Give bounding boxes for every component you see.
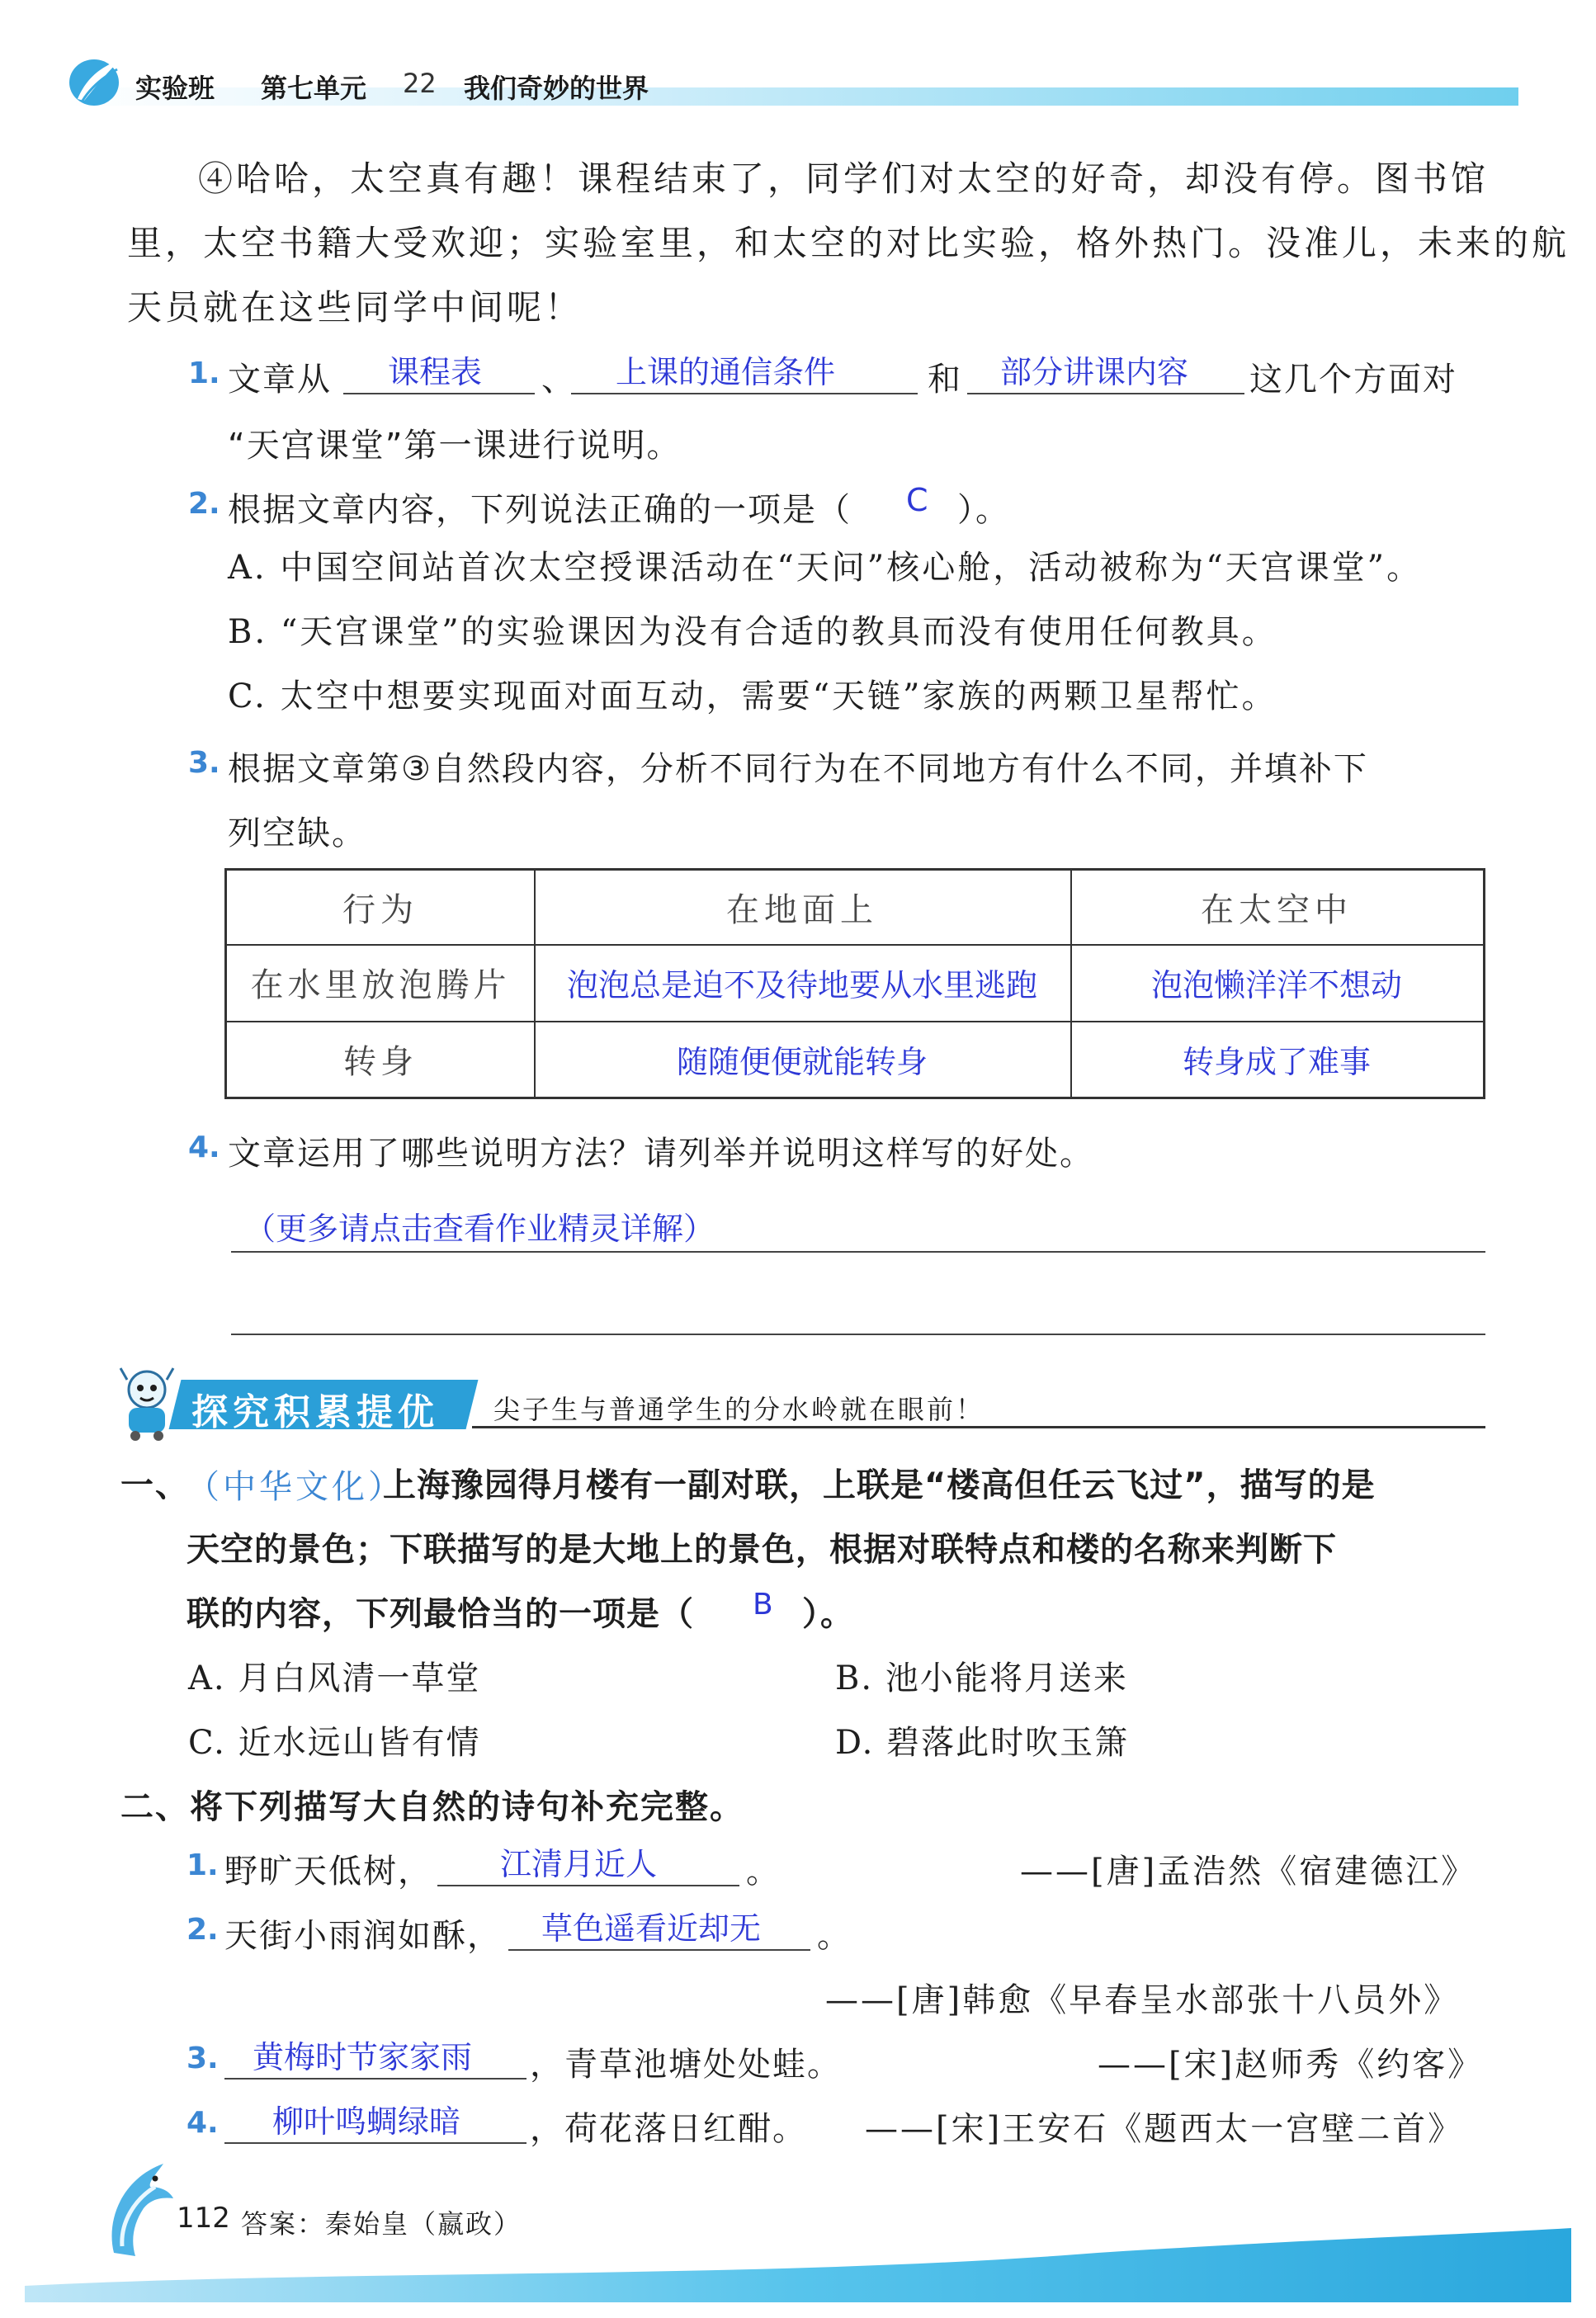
q4-answer: （更多请点击查看作业精灵详解） [244,1211,715,1247]
table-row-1-action: 在水里放泡腾片 [250,966,511,1004]
s1-option-a: A. 月白风清一草堂 [188,1659,481,1697]
q1-sep-2: 和 [928,361,962,399]
q2-close: ）。 [957,491,1010,529]
s2-item-1-suffix: 。 [746,1853,781,1891]
table-row-1-ground: 泡泡总是迫不及待地要从水里逃跑 [566,967,1037,1003]
s2-item-3-number: 3. [187,2042,219,2075]
s2-item-3-suffix: ，青草池塘处处蛙。 [530,2046,842,2084]
q1-suffix: 这几个方面对 [1249,361,1457,399]
s2-item-2-blank [508,1949,810,1951]
s2-item-1-prefix: 野旷天低树， [224,1853,432,1891]
q1-number: 1. [188,356,220,390]
q1-prefix: 文章从 [228,361,332,399]
feather-logo-icon [66,54,127,107]
q1-blank-1 [343,393,535,394]
page-number: 112 [177,2202,230,2235]
s2-item-2-suffix: 。 [817,1917,852,1955]
table-header-ground: 在地面上 [726,891,878,929]
s2-item-4-answer: 柳叶鸣蜩绿暗 [272,2103,461,2140]
table-row-1-space: 泡泡懒洋洋不想动 [1150,967,1402,1003]
table-row-2-space: 转身成了难事 [1182,1043,1371,1080]
q1-blank-2 [571,393,918,394]
s2-item-2-source: ——[唐]韩愈《早春呈水部张十八员外》 [825,1981,1460,2019]
s2-item-1-blank [437,1885,739,1886]
table-header-action: 行为 [342,891,418,929]
s2-item-4-source: ——[宋]王安石《题西太一宫壁二首》 [865,2110,1464,2148]
s1-option-d: D. 碧落此时吹玉箫 [835,1724,1130,1762]
s2-item-2-prefix: 天街小雨润如酥， [224,1917,502,1955]
s2-item-4-suffix: ，荷花落日红酣。 [530,2110,807,2148]
s2-item-4-blank [224,2142,526,2144]
s1-answer: B [753,1588,773,1622]
s1-option-b: B. 池小能将月送来 [835,1659,1128,1697]
passage-line-3: 天员就在这些同学中间呢！ [127,287,583,328]
q1-answer-3: 部分讲课内容 [1000,354,1189,390]
s1-number: 一、 [120,1466,190,1504]
s2-title: 二、将下列描写大自然的诗句补充完整。 [120,1788,744,1826]
q1-blank-3 [967,393,1244,394]
comparison-table [224,868,1485,1099]
s2-item-1-source: ——[唐]孟浩然《宿建德江》 [1020,1853,1477,1891]
s2-item-2-number: 2. [187,1913,219,1947]
header-class-name: 实验班 [135,73,215,104]
section-subtitle: 尖子生与普通学生的分水岭就在眼前！ [493,1394,985,1425]
q4-stem: 文章运用了哪些说明方法？请列举并说明这样写的好处。 [228,1135,1094,1173]
s1-close: ）。 [802,1595,855,1633]
q2-stem: 根据文章内容，下列说法正确的一项是（ [228,491,852,529]
passage-line-2: 里，太空书籍大受欢迎；实验室里，和太空的对比实验，格外热门。没准儿，未来的航 [127,223,1570,263]
q2-option-a: A. 中国空间站首次太空授课活动在“天问”核心舱，活动被称为“天宫课堂”。 [228,549,1423,587]
s1-line-3: 联的内容，下列最恰当的一项是（ [187,1595,694,1633]
s2-item-3-blank [224,2078,526,2080]
q3-number: 3. [188,746,220,780]
header-lesson-title: 我们奇妙的世界 [464,73,649,104]
s1-option-c: C. 近水远山皆有情 [188,1724,481,1762]
s2-item-1-number: 1. [187,1848,219,1882]
section-title: 探究积累提优 [191,1391,439,1433]
passage-line-1: ④哈哈，太空真有趣！课程结束了，同学们对太空的好奇，却没有停。图书馆 [198,158,1490,199]
table-row-2-action: 转身 [343,1042,418,1081]
header-unit: 第七单元 [261,73,367,104]
s2-item-4-number: 4. [187,2106,219,2140]
q2-number: 2. [188,487,220,521]
q4-answer-line-1 [231,1251,1485,1253]
q3-stem-line-2: 列空缺。 [228,814,366,852]
q1-answer-1: 课程表 [388,354,483,390]
s2-item-2-answer: 草色遥看近却无 [541,1910,762,1947]
header-lesson-number: 22 [403,68,437,99]
footer-note: 答案：秦始皇（嬴政） [241,2208,522,2240]
s2-item-3-source: ——[宋]赵师秀《约客》 [1098,2046,1484,2084]
q2-option-b: B. “天宫课堂”的实验课因为没有合适的教具而没有使用任何教具。 [228,613,1277,651]
s2-item-1-answer: 江清月近人 [500,1846,658,1882]
q4-answer-line-2 [231,1334,1485,1335]
q2-answer: C [906,482,928,518]
table-row-2-ground: 随随便便就能转身 [676,1043,928,1080]
s1-line-1: 上海豫园得月楼有一副对联，上联是“楼高但任云飞过”，描写的是 [383,1466,1376,1504]
q1-sep-1: 、 [541,361,576,399]
q2-option-c: C. 太空中想要实现面对面互动，需要“天链”家族的两颗卫星帮忙。 [228,677,1277,715]
q3-stem-line-1: 根据文章第③自然段内容，分析不同行为在不同地方有什么不同，并填补下 [228,750,1368,788]
section-underline [472,1426,1485,1428]
q1-answer-2: 上课的通信条件 [616,354,836,390]
q4-number: 4. [188,1131,220,1164]
q1-line-2: “天宫课堂”第一课进行说明。 [228,427,682,465]
s2-item-3-answer: 黄梅时节家家雨 [253,2039,473,2075]
s1-tag: （中华文化） [187,1468,404,1506]
dolphin-icon [97,2154,180,2261]
s1-line-2: 天空的景色；下联描写的是大地上的景色，根据对联特点和楼的名称来判断下 [187,1531,1337,1569]
table-header-space: 在太空中 [1201,891,1353,929]
